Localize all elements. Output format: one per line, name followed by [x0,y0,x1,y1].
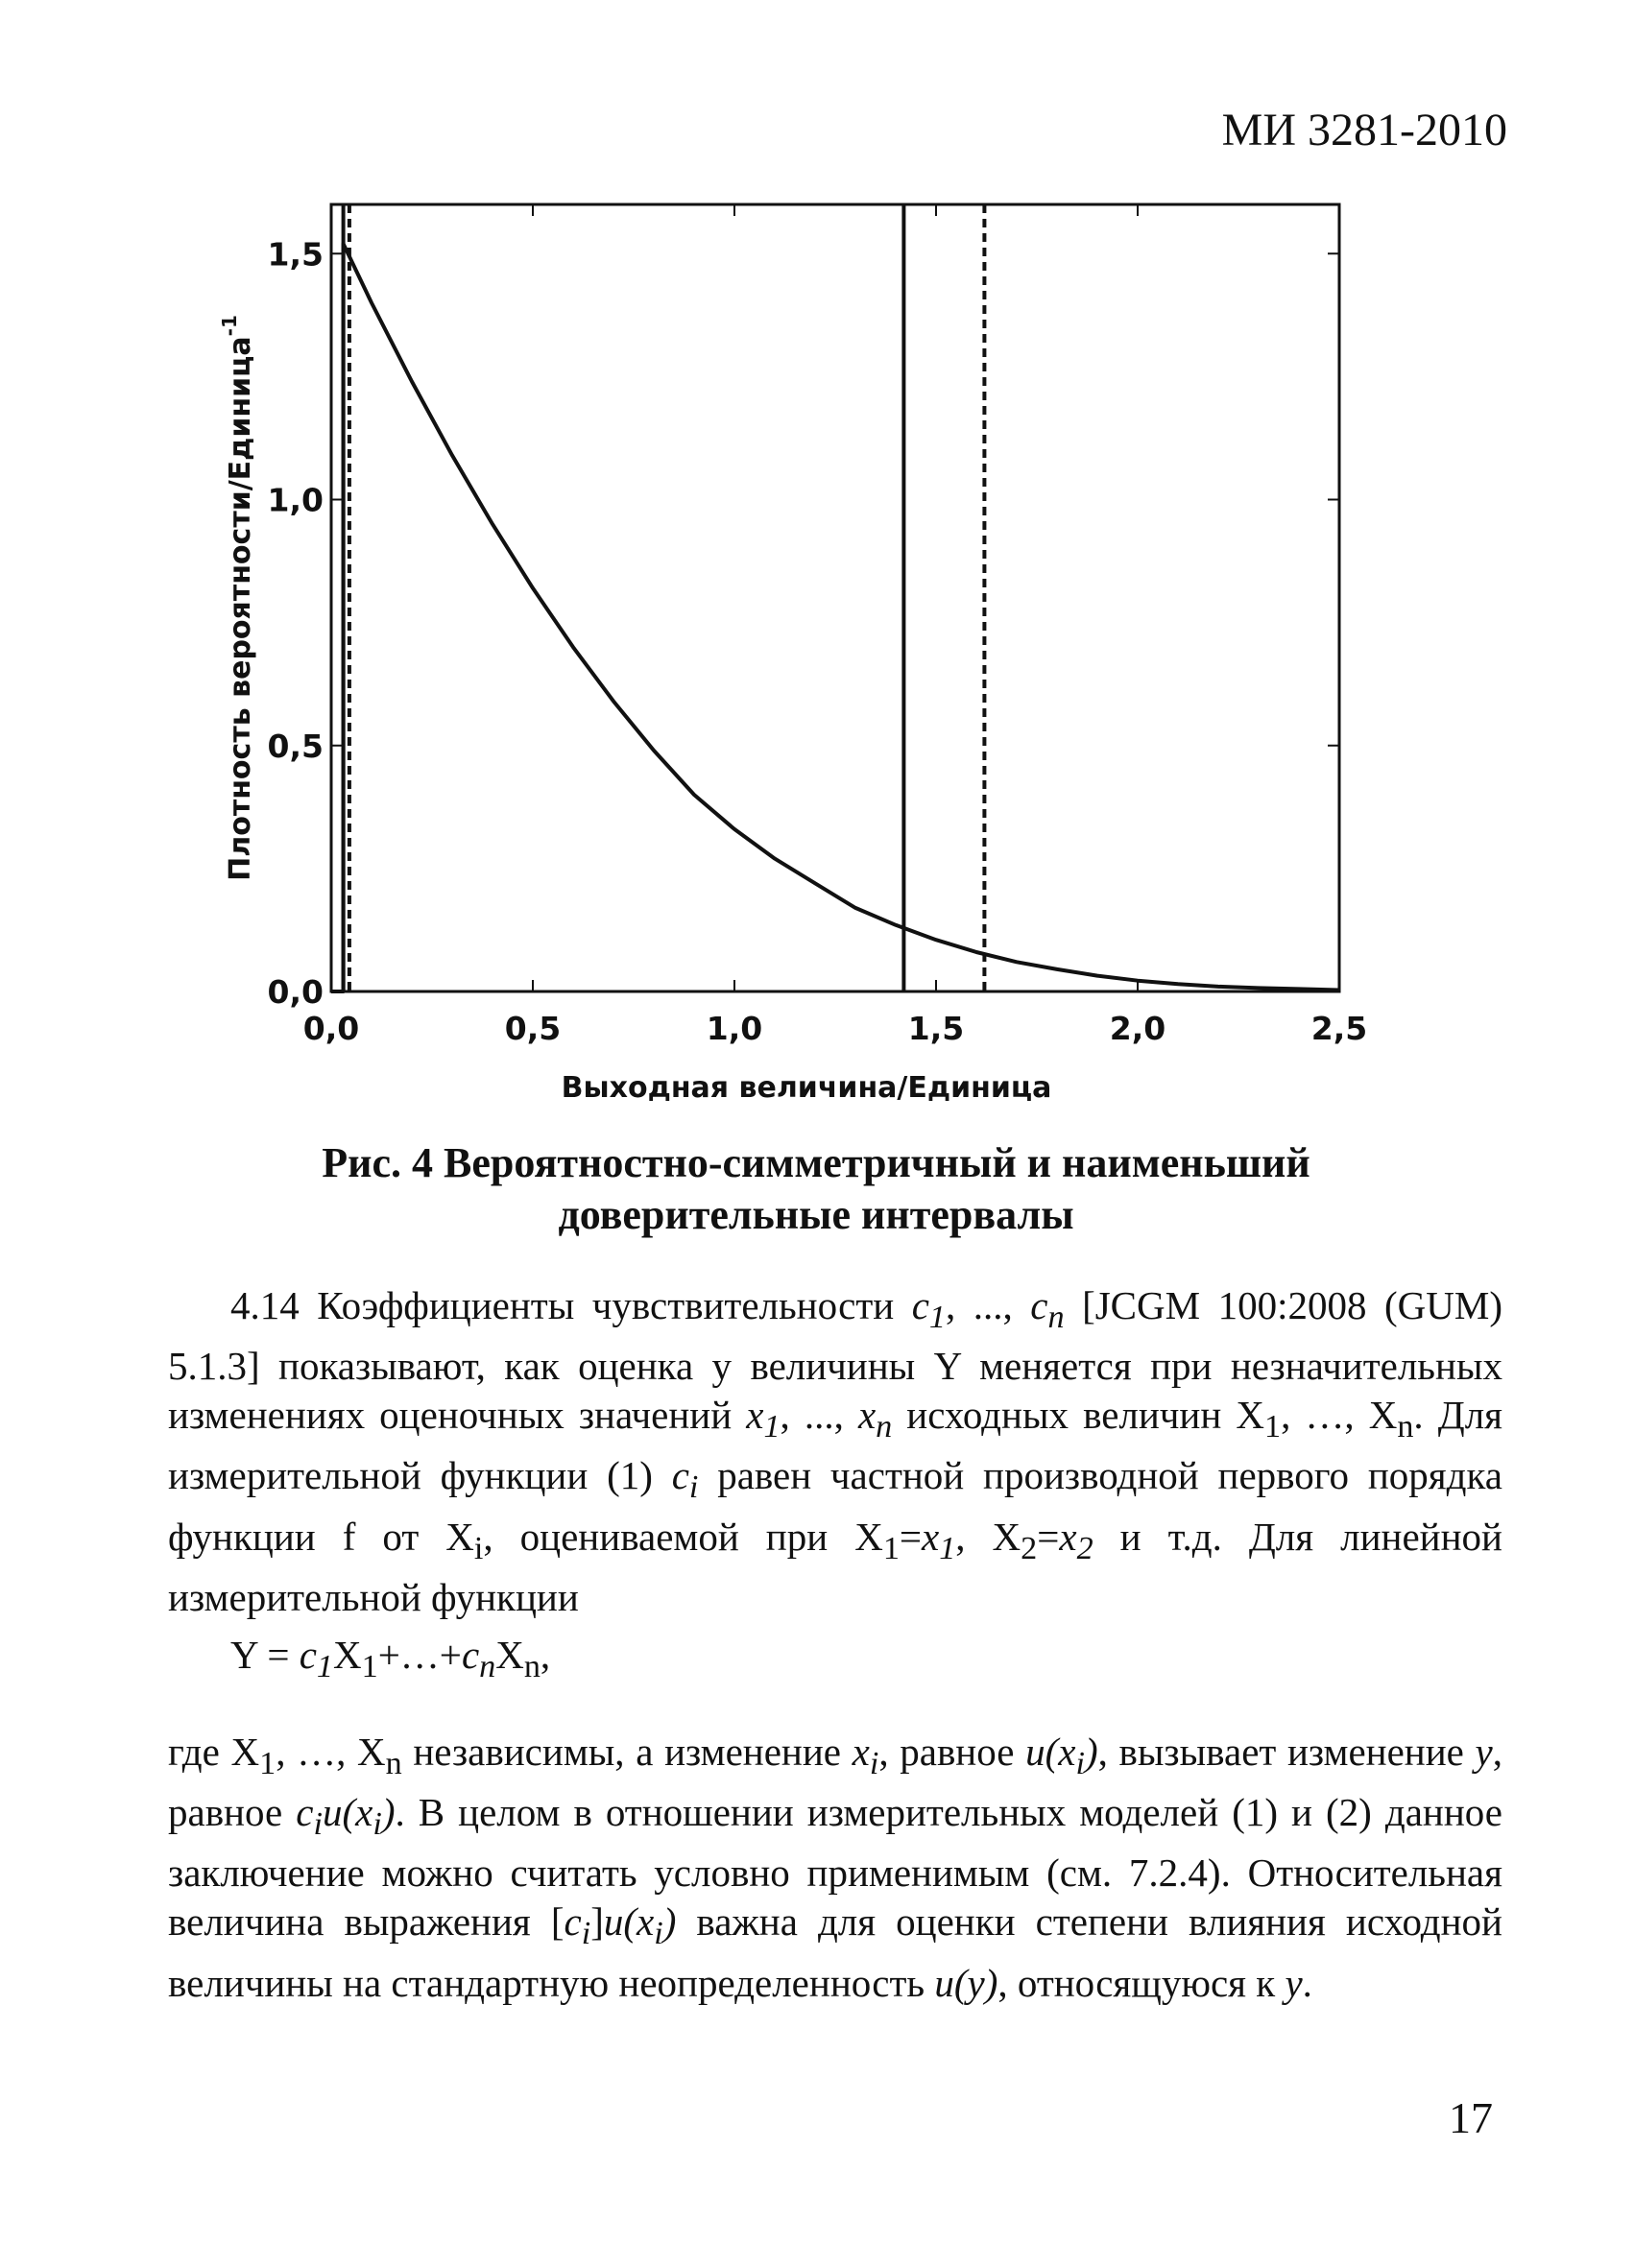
probability-density-chart [202,187,1392,1104]
y-axis-label: Плотность вероятности/Единица$^{-1}$ [218,315,257,881]
paragraph-4-14: 4.14 Коэффициенты чувствительности $c_1$, ..., $c_n$ [JCGM 100:2008 (GUM) 5.1.3] показывают, как оценка y величины Y меняется при незначительных изменениях оценочных значений $x_1$, ..., $x_n$ исходных величин $X_1$, …, $X_n$. Для измерительной функции (1) $c_i$ равен частной производной первого порядка функции f от $X_i$, оцениваемой при $X_1=x_1$, $X_2=x_2$ и т.д. Для линейной измерительной функции [168,1283,1503,1619]
document-code: МИ 3281-2010 [1221,105,1507,155]
figure-caption-line-1: Рис. 4 Вероятностно-симметричный и наименьший [322,1139,1310,1186]
y-tick-label: 1,0 [267,481,324,519]
page-number: 17 [1449,2093,1493,2142]
x-tick-label: 0,5 [504,1010,562,1047]
x-tick-label: 2,5 [1310,1010,1368,1047]
y-tick-label: 0,0 [267,973,324,1011]
density-curve [331,244,1339,991]
y-tick-label: 0,5 [267,727,324,765]
linear-measurement-function: $Y = c_1X_1+\dots+c_nX_n$, [230,1633,551,1685]
y-tick-label: 1,5 [267,235,324,274]
paragraph-sensitivity-explanation: где $X_1$, …, $X_n$ независимы, а изменение $x_i$, равное $u(x_i)$, вызывает изменение y, равное $c_iu(x_i)$. В целом в отношении измерительных моделей (1) и (2) данное заключение можно считать условно применимым (см. 7.2.4). Относительная величина выражения $[c_i]u(x_i)$ важна для оценки степени влияния исходной величины на стандартную неопределенность u(y), относящуюся к y. [168,1730,1503,2005]
x-tick-label: 1,5 [907,1010,965,1047]
x-axis-label: Выходная величина/Единица [561,1071,1052,1104]
figure-caption-line-2: доверительные интервалы [558,1191,1074,1238]
plot-frame [331,204,1339,991]
x-tick-label: 1,0 [706,1010,763,1047]
x-tick-label: 0,0 [302,1010,360,1047]
y-axis-label-exponent: -1 [218,315,241,337]
x-tick-label: 2,0 [1109,1010,1166,1047]
figure-caption [192,1137,1440,1241]
